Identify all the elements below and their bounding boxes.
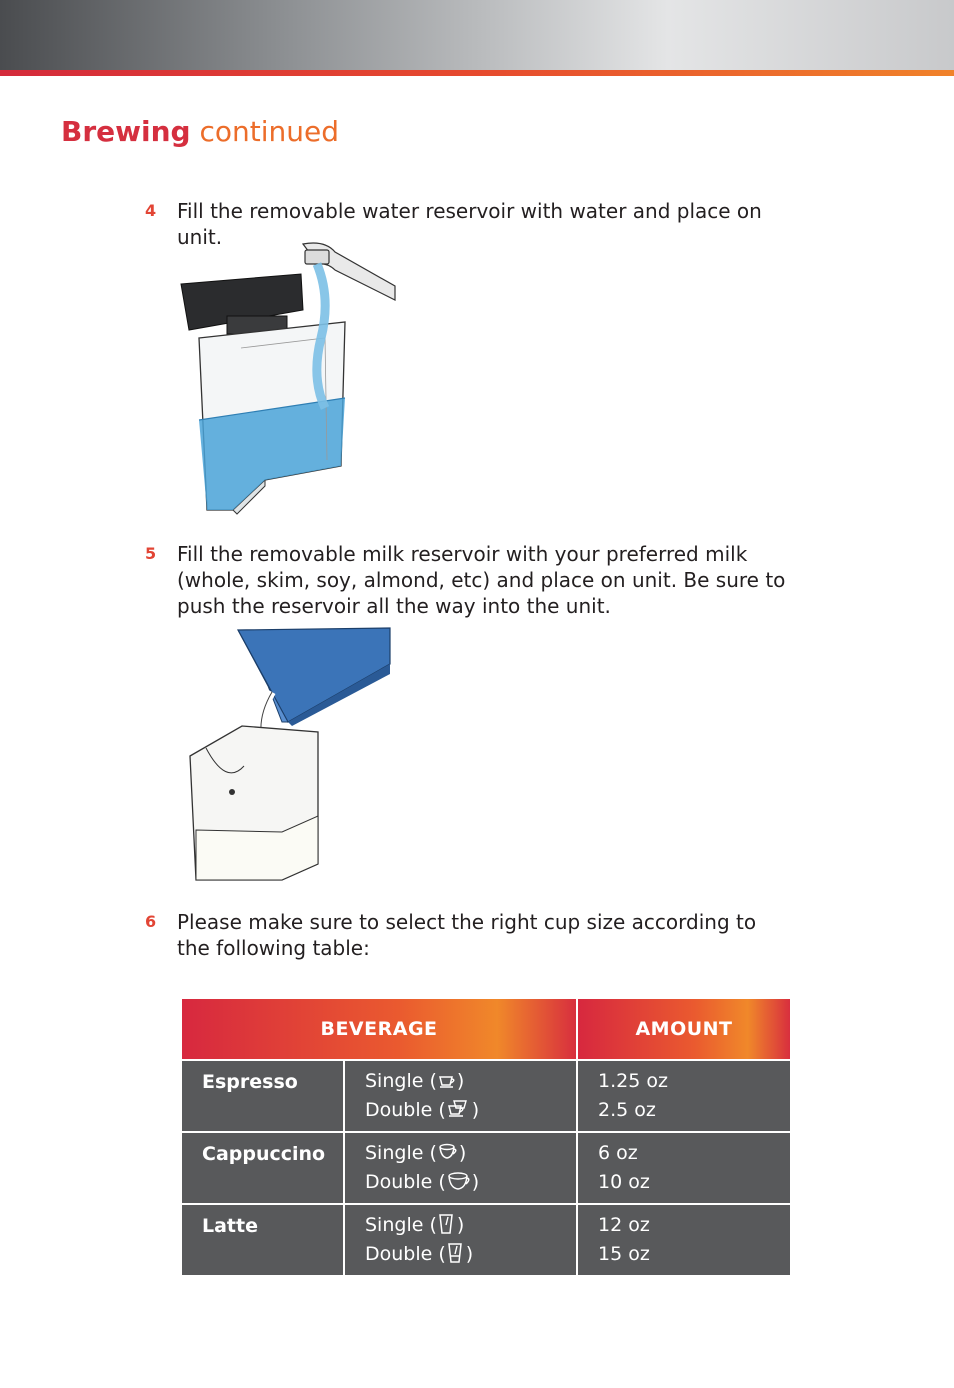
step-number: 5 <box>145 544 157 563</box>
latte-single-glass-icon <box>437 1213 457 1235</box>
header-accent-stripe <box>0 70 954 76</box>
step-number: 6 <box>145 912 157 931</box>
step-text: Fill the removable milk reservoir with your preferred milk (whole, skim, soy, almond, etc) and place on unit. Be sure to push the reservoir all the way into the unit. <box>177 542 786 618</box>
table-header-row <box>181 998 791 1060</box>
beverage-name: Espresso <box>181 1060 344 1132</box>
size-label: Single <box>365 1214 424 1236</box>
step-5 <box>145 541 805 619</box>
milk-reservoir-illustration <box>186 626 392 884</box>
amount-double: 2.5 oz <box>598 1099 656 1121</box>
step-text: Please make sure to select the right cup size according to the following table: <box>177 910 757 960</box>
page-title-bold: Brewing <box>61 115 191 148</box>
header-amount: AMOUNT <box>577 998 791 1060</box>
amount-single: 12 oz <box>598 1214 650 1236</box>
amount-values <box>577 1204 791 1276</box>
size-label: Single <box>365 1142 424 1164</box>
espresso-single-cup-icon <box>437 1071 457 1091</box>
size-label: Double <box>365 1099 433 1121</box>
size-label: Double <box>365 1171 433 1193</box>
step-6 <box>145 909 805 961</box>
amount-single: 6 oz <box>598 1142 638 1164</box>
beverage-name: Latte <box>181 1204 344 1276</box>
size-options: Single ( ) Double ( ) <box>344 1060 577 1132</box>
header-banner <box>0 0 954 70</box>
size-label: Single <box>365 1070 424 1092</box>
espresso-double-cup-icon <box>446 1098 472 1120</box>
step-number: 4 <box>145 201 157 220</box>
header-beverage: BEVERAGE <box>181 998 577 1060</box>
page-title-continued: continued <box>199 115 340 148</box>
cappuccino-double-cup-icon <box>446 1170 472 1192</box>
amount-single: 1.25 oz <box>598 1070 668 1092</box>
size-label: Double <box>365 1243 433 1265</box>
size-options: Single ( ) Double ( ) <box>344 1132 577 1204</box>
page-title <box>61 112 339 152</box>
amount-values <box>577 1060 791 1132</box>
amount-values <box>577 1132 791 1204</box>
step-text: Fill the removable water reservoir with water and place on unit. <box>177 199 762 249</box>
table-row <box>181 1204 791 1276</box>
amount-double: 10 oz <box>598 1171 650 1193</box>
cup-size-table <box>180 997 792 1277</box>
water-reservoir-illustration <box>175 238 397 518</box>
table-row <box>181 1060 791 1132</box>
beverage-name: Cappuccino <box>181 1132 344 1204</box>
cappuccino-single-cup-icon <box>437 1141 459 1163</box>
latte-double-glass-icon <box>446 1242 466 1264</box>
amount-double: 15 oz <box>598 1243 650 1265</box>
size-options: Single ( ) Double ( ) <box>344 1204 577 1276</box>
table-row <box>181 1132 791 1204</box>
